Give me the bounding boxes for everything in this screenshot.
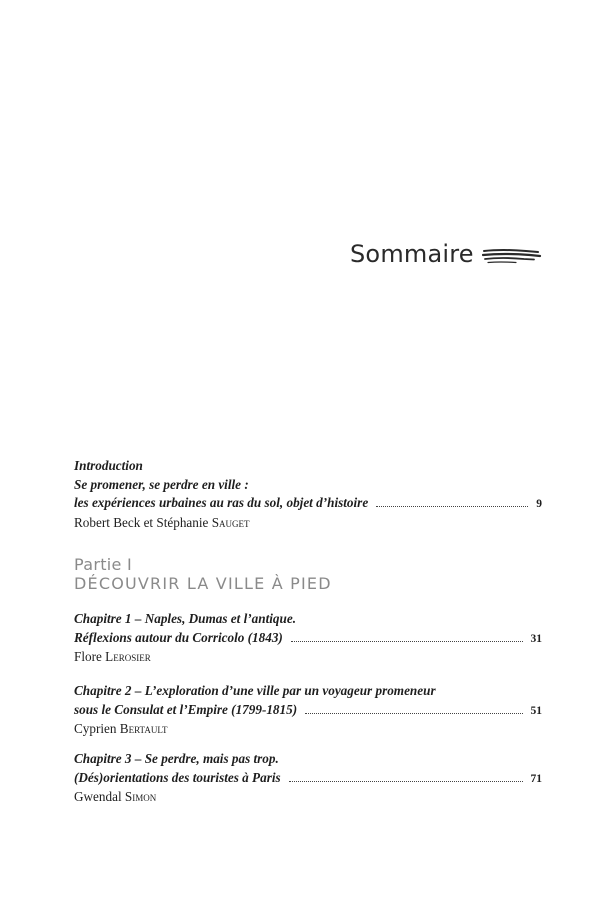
toc-entry-chapter-2[interactable] [74,682,542,739]
leader-dots [291,641,523,642]
intro-heading: Introduction [74,458,143,473]
chapter-title-text: (Dés)orientations des touristes à Paris [74,769,281,785]
chapter-author: Flore Lerosier [74,649,151,664]
page-number: 9 [536,498,542,510]
brush-stroke-icon [482,247,542,265]
chapter-title-line1: Chapitre 3 – Se perdre, mais pas trop. [74,751,279,766]
chapter-title-line1: Chapitre 1 – Naples, Dumas et l’antique. [74,611,297,626]
leader-dots [289,781,523,782]
chapter-title-line2 [74,629,542,649]
title-block [350,240,542,268]
chapter-title-line1: Chapitre 2 – L’exploration d’une ville par un voyageur promeneur [74,683,436,698]
page-number: 51 [530,704,542,717]
chapter-author: Cyprien Bertault [74,721,168,736]
intro-authors: Robert Beck et Stéphanie Sauget [74,514,250,530]
toc-entry-introduction[interactable] [74,457,542,532]
part-label: Partie I [74,555,133,574]
page-title: Sommaire [350,240,474,268]
chapter-title-line2 [74,701,542,721]
chapter-title-text: Réflexions autour du Corricolo (1843) [74,629,283,645]
page-number: 31 [530,632,542,645]
page-number: 71 [530,772,542,785]
chapter-title-text: sous le Consulat et l’Empire (1799-1815) [74,701,298,717]
toc-entry-chapter-1[interactable] [74,610,542,667]
toc-entry-chapter-3[interactable] [74,750,542,807]
intro-title-line2 [74,494,542,514]
part-title: DÉCOUVRIR LA VILLE À PIED [74,574,332,593]
chapter-author: Gwendal Simon [74,789,157,804]
leader-dots [305,713,522,714]
chapter-title-line2 [74,769,542,789]
leader-dots [376,506,528,507]
intro-title-line1: Se promener, se perdre en ville : [74,476,249,492]
intro-title-text: les expériences urbaines au ras du sol, objet d’histoire [74,495,369,510]
